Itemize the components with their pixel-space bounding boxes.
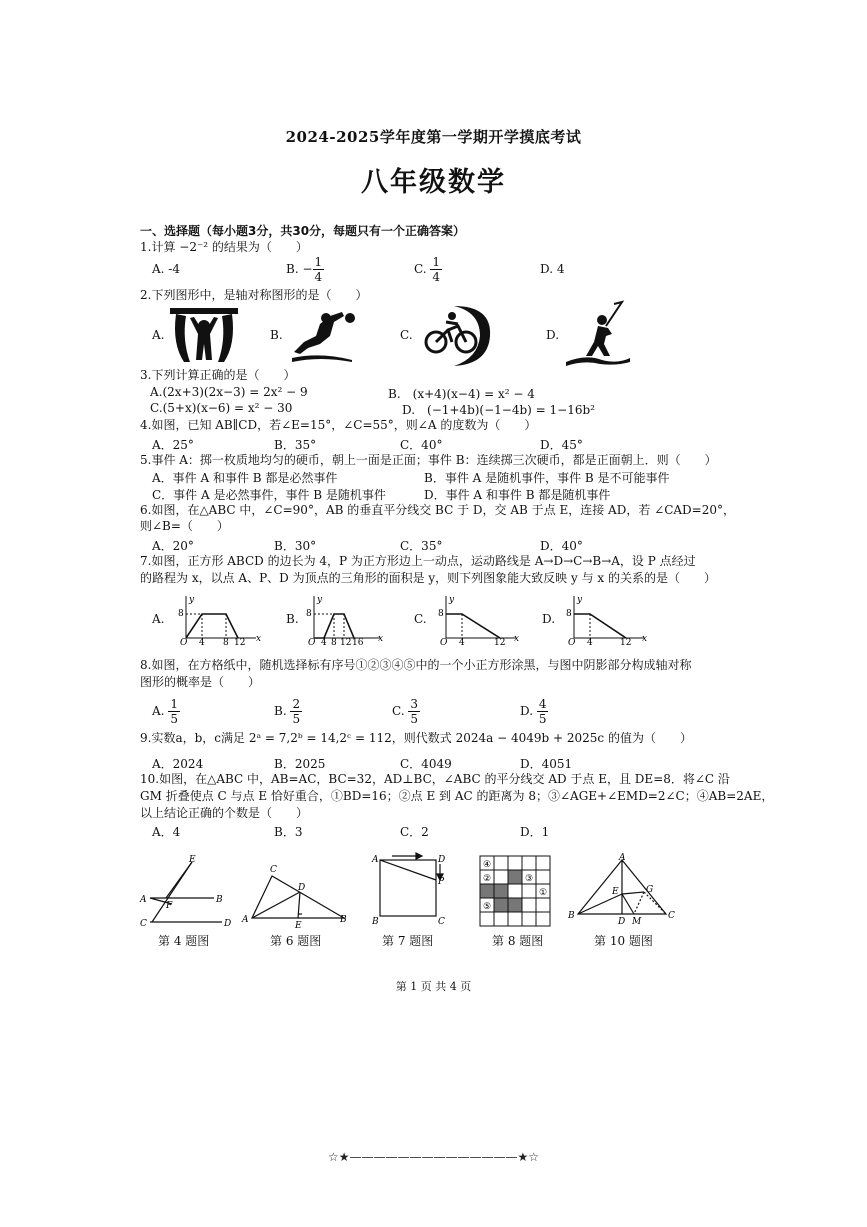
q3-option-b: B. (x+4)(x−4) = x² − 4	[388, 387, 535, 401]
svg-text:E: E	[612, 887, 619, 897]
svg-text:G: G	[646, 885, 654, 895]
svg-text:A: A	[242, 915, 249, 925]
q7-graph-d	[560, 592, 650, 646]
svg-text:8: 8	[566, 609, 572, 619]
q7-stem-line2: 的路程为 x，以点 A、P、D 为顶点的三角形的面积是 y，则下列图象能大致反映 y 与 x 的关系的是（ ）	[140, 571, 716, 585]
caption-fig6: 第 6 题图	[270, 934, 322, 948]
figure-q6	[240, 856, 352, 932]
svg-text:B: B	[568, 911, 575, 921]
q7-label-d: D.	[542, 612, 556, 626]
svg-text:②: ②	[483, 874, 492, 884]
q4-option-d: D．45°	[540, 438, 583, 452]
q6-stem-line1: 6.如图，在△ABC 中，∠C=90°，AB 的垂直平分线交 BC 于 D，交 AB 于点 E，连接 AD，若 ∠CAD=20°，	[140, 503, 735, 517]
q1-option-c: C. $\frac{1}{4}$	[414, 255, 441, 284]
q7-label-c: C.	[414, 612, 427, 626]
svg-text:O: O	[308, 638, 316, 646]
exam-title: 2024-2025学年度第一学期开学摸底考试	[285, 128, 582, 146]
svg-text:x: x	[378, 634, 384, 644]
q8-option-a: A. $\frac{1}{5}$	[152, 697, 178, 726]
q10-option-d: D．1	[520, 825, 550, 839]
q8-stem-line2: 图形的概率是（ ）	[140, 675, 261, 689]
svg-text:M: M	[632, 917, 642, 927]
q2-volleyball-icon	[290, 308, 360, 364]
svg-text:B: B	[372, 917, 379, 927]
svg-text:x: x	[256, 634, 262, 644]
q6-option-a: A．20°	[152, 539, 194, 553]
q10-option-a: A．4	[152, 825, 181, 839]
figure-q7	[366, 850, 450, 930]
svg-text:12: 12	[620, 638, 632, 646]
q9-option-c: C．4049	[400, 757, 452, 771]
svg-text:A: A	[140, 895, 147, 905]
svg-text:D: D	[618, 917, 626, 927]
svg-text:D: D	[298, 883, 306, 893]
svg-text:x: x	[514, 634, 520, 644]
q3-stem: 3.下列计算正确的是（ ）	[140, 368, 296, 382]
svg-text:8: 8	[306, 609, 312, 619]
q4-option-b: B．35°	[274, 438, 317, 452]
q9-option-d: D．4051	[520, 757, 573, 771]
q9-option-b: B．2025	[274, 757, 326, 771]
svg-text:F: F	[166, 901, 173, 911]
svg-text:y: y	[577, 595, 583, 605]
q3-option-d: D. (−1+4b)(−1−4b) = 1−16b²	[402, 403, 595, 417]
q10-stem-line2: GM 折叠使点 C 与点 E 恰好重合，①BD=16；②点 E 到 AC 的距离为 8；③∠AGE+∠EMD=2∠C；④AB=2AE，	[140, 789, 774, 803]
page-number: 第 1 页 共 4 页	[395, 980, 472, 993]
footer-decoration: ☆★——————————————★☆	[327, 1150, 540, 1164]
figure-q4	[138, 852, 234, 934]
figure-q10	[566, 852, 676, 932]
svg-text:O: O	[180, 638, 188, 646]
caption-fig8: 第 8 题图	[492, 934, 544, 948]
svg-text:A: A	[619, 853, 626, 863]
svg-text:16: 16	[352, 638, 364, 646]
q10-stem-line1: 10.如图，在△ABC 中，AB=AC，BC=32，AD⊥BC，∠ABC 的平分线交 AD 于点 E，且 DE=8．将∠C 沿	[140, 772, 730, 786]
q5-option-d: D．事件 A 和事件 B 都是随机事件	[424, 488, 611, 502]
svg-text:B: B	[340, 915, 347, 925]
q3-option-a: A.(2x+3)(2x−3) = 2x² − 9	[150, 385, 308, 399]
q2-label-b: B.	[270, 328, 283, 342]
svg-text:C: C	[438, 917, 445, 927]
svg-text:⑤: ⑤	[483, 902, 492, 912]
q5-stem: 5.事件 A：掷一枚质地均匀的硬币，朝上一面是正面；事件 B：连续掷三次硬币，都是正面朝上．则（ ）	[140, 453, 717, 467]
svg-text:C: C	[140, 919, 147, 929]
q2-golfer-icon	[562, 300, 632, 366]
q10-stem-line3: 以上结论正确的个数是（ ）	[140, 806, 309, 820]
svg-text:x: x	[642, 634, 648, 644]
svg-text:A: A	[372, 855, 379, 865]
q6-option-b: B．30°	[274, 539, 317, 553]
q1-stem: 1.计算 −2⁻² 的结果为（ ）	[140, 240, 308, 254]
svg-text:E: E	[189, 855, 196, 865]
svg-text:y: y	[189, 595, 195, 605]
q6-stem-line2: 则∠B=（ ）	[140, 519, 229, 533]
q5-option-a: A．事件 A 和事件 B 都是必然事件	[152, 471, 338, 485]
q1-option-b: B. − $\frac{1}{4}$	[286, 255, 323, 284]
q5-option-c: C．事件 A 是必然事件，事件 B 是随机事件	[152, 488, 386, 502]
svg-text:D: D	[224, 919, 232, 929]
q10-option-c: C．2	[400, 825, 429, 839]
q1-b-fraction: $\frac{1}{4}$	[314, 255, 323, 284]
q1-option-d: D. 4	[540, 262, 565, 276]
q2-cyclist-icon	[418, 302, 494, 368]
svg-text:4: 4	[321, 638, 327, 646]
q2-weightlifter-icon	[168, 304, 240, 366]
caption-fig4: 第 4 题图	[158, 934, 210, 948]
q7-label-b: B.	[286, 612, 299, 626]
svg-text:P: P	[438, 877, 445, 887]
svg-text:4: 4	[459, 638, 465, 646]
q2-stem: 2.下列图形中，是轴对称图形的是（ ）	[140, 288, 368, 302]
svg-text:O: O	[568, 638, 576, 646]
q7-graph-a	[172, 592, 262, 646]
q1-option-a: A. -4	[152, 262, 180, 276]
caption-fig7: 第 7 题图	[382, 934, 434, 948]
svg-text:12: 12	[340, 638, 352, 646]
svg-text:12: 12	[494, 638, 506, 646]
figure-q8	[478, 854, 552, 928]
svg-text:8: 8	[178, 609, 184, 619]
q7-graph-b	[300, 592, 384, 646]
svg-text:C: C	[668, 911, 675, 921]
q2-label-c: C.	[400, 328, 413, 342]
svg-text:y: y	[317, 595, 323, 605]
q9-option-a: A．2024	[152, 757, 204, 771]
q7-graph-c	[432, 592, 522, 646]
svg-text:①: ①	[539, 888, 548, 898]
q6-option-d: D．40°	[540, 539, 583, 553]
q1-c-fraction: $\frac{1}{4}$	[432, 255, 441, 284]
caption-fig10: 第 10 题图	[594, 934, 653, 948]
svg-text:8: 8	[438, 609, 444, 619]
svg-text:D: D	[438, 855, 446, 865]
q6-option-c: C．35°	[400, 539, 443, 553]
svg-text:y: y	[449, 595, 455, 605]
svg-text:8: 8	[331, 638, 337, 646]
svg-text:E: E	[295, 921, 302, 931]
q4-option-c: C．40°	[400, 438, 443, 452]
svg-text:8: 8	[223, 638, 229, 646]
svg-text:4: 4	[587, 638, 593, 646]
q8-option-d: D. $\frac{4}{5}$	[520, 697, 547, 726]
svg-text:4: 4	[199, 638, 205, 646]
q10-option-b: B．3	[274, 825, 303, 839]
svg-text:O: O	[440, 638, 448, 646]
svg-text:B: B	[216, 895, 223, 905]
q2-label-d: D.	[546, 328, 560, 342]
section-heading: 一、选择题（每小题3分，共30分，每题只有一个正确答案）	[140, 224, 466, 238]
svg-text:④: ④	[483, 860, 492, 870]
q8-stem-line1: 8.如图，在方格纸中，随机选择标有序号①②③④⑤中的一个小正方形涂黑，与图中阴影部分构成轴对称	[140, 658, 692, 672]
svg-text:③: ③	[525, 874, 534, 884]
q9-stem: 9.实数a，b，c满足 2ᵃ = 7,2ᵇ = 14,2ᶜ = 112，则代数式 2024a − 4049b + 2025c 的值为（ ）	[140, 731, 692, 745]
q8-option-c: C. $\frac{3}{5}$	[392, 697, 419, 726]
q7-stem-line1: 7.如图，正方形 ABCD 的边长为 4，P 为正方形边上一动点，运动路线是 A→D→C→B→A，设 P 点经过	[140, 554, 696, 568]
q5-option-b: B．事件 A 是随机事件，事件 B 是不可能事件	[424, 471, 670, 485]
q8-option-b: B. $\frac{2}{5}$	[274, 697, 301, 726]
q4-option-a: A．25°	[152, 438, 194, 452]
subject-title: 八年级数学	[361, 167, 506, 198]
q2-label-a: A.	[152, 328, 165, 342]
q4-stem: 4.如图，已知 AB∥CD，若∠E=15°，∠C=55°，则∠A 的度数为（ ）	[140, 418, 537, 432]
q7-label-a: A.	[152, 612, 165, 626]
q3-option-c: C.(5+x)(x−6) = x² − 30	[150, 401, 293, 415]
svg-text:C: C	[270, 865, 277, 875]
svg-text:12: 12	[234, 638, 246, 646]
